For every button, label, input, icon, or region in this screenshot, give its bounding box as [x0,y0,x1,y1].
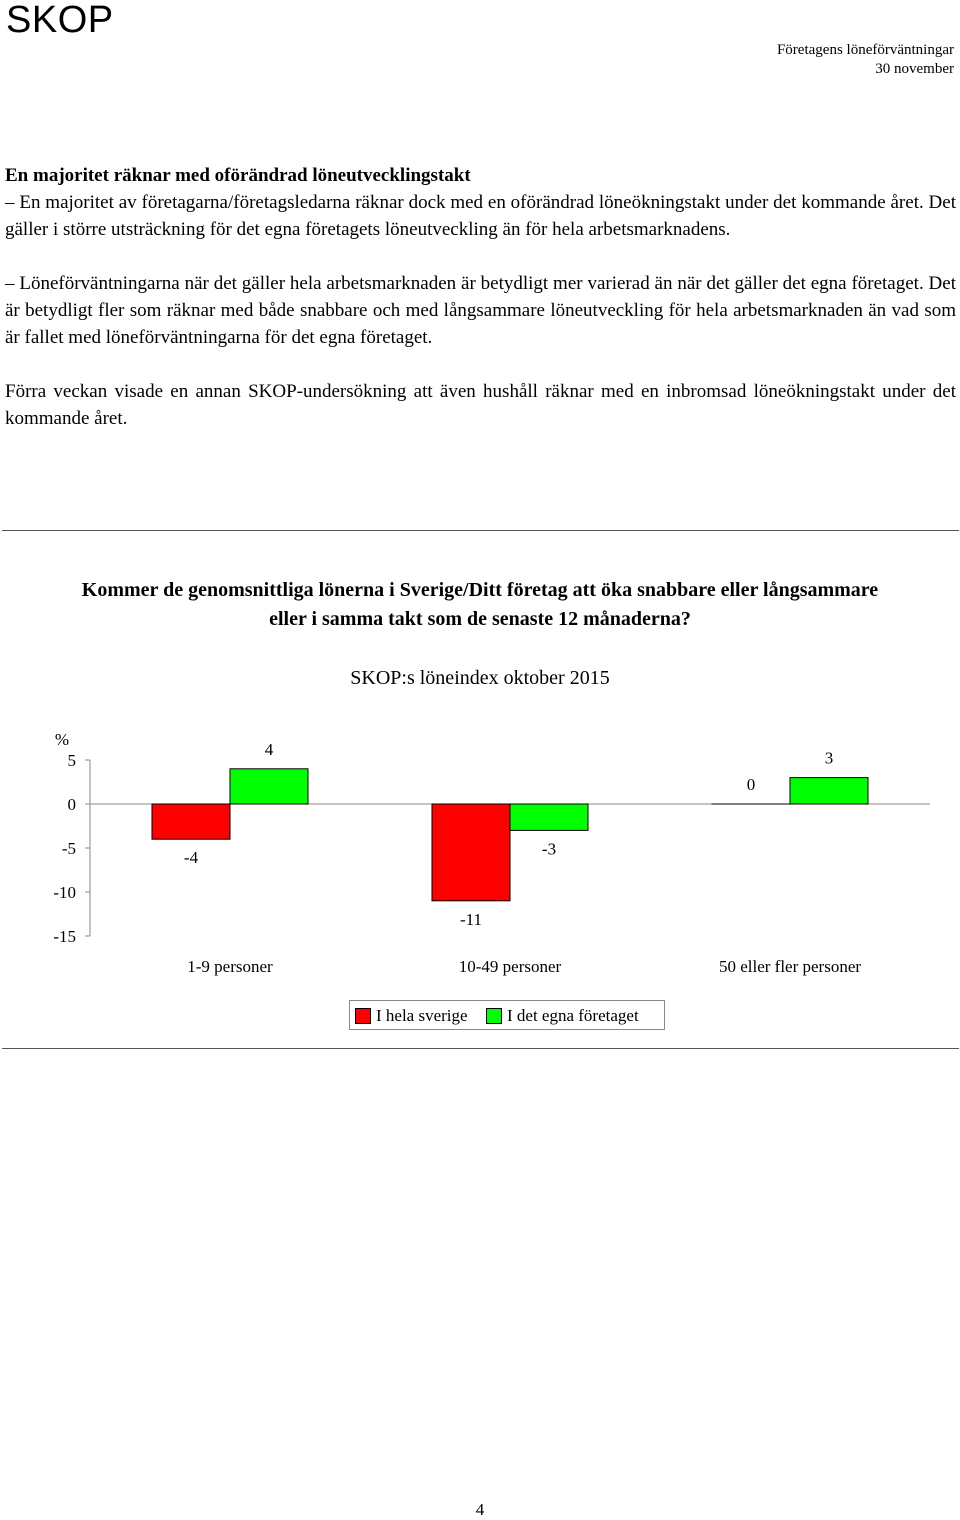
data-label: -4 [183,848,199,868]
y-tick-label: -10 [53,883,76,902]
chart-legend [349,1000,665,1030]
y-tick-label: -5 [61,839,76,858]
header-info [777,41,954,79]
category-label: 10-49 personer [458,957,562,976]
y-axis-label: % [54,730,70,749]
data-label: 4 [264,739,274,759]
legend-label-sverige: I hela sverige [376,1006,468,1025]
bar-foretaget [790,778,868,804]
bar-foretaget [230,769,308,804]
chart-title: Kommer de genomsnittliga lönerna i Sverige/Ditt företag att öka snabbare eller långsammare eller i samma takt som de senaste 12 månaderna? [81,579,879,630]
data-label: 0 [746,775,756,794]
y-tick-label: -15 [53,927,76,946]
chart-subtitle: SKOP:s löneindex oktober 2015 [350,667,610,689]
bar-foretaget [510,804,588,830]
data-label: -11 [459,909,483,929]
bar-sverige [432,804,510,901]
header-date: 30 november [875,61,954,77]
divider-top [2,530,959,531]
skop-logo: SKOP [6,0,114,41]
article-text [5,162,956,432]
paragraph-1: – En majoritet av företagarna/företagsledarna räknar dock med en oförändrad löneökningstakt under det kommande året. Det gäller i större utsträckning för det egna företagets löneutveckling än för hela arbetsmarknadens. [5,192,956,240]
category-label: 50 eller fler personer [718,957,862,976]
legend-item-foretaget [486,1006,639,1026]
legend-swatch-green [486,1008,502,1024]
data-label: -3 [541,839,557,859]
legend-label-foretaget: I det egna företaget [507,1006,639,1025]
legend-swatch-red [355,1008,371,1024]
legend-item-sverige [355,1006,468,1026]
y-tick-label: 0 [67,795,76,814]
paragraph-3: Förra veckan visade en annan SKOP-undersökning att även hushåll räknar med en inbromsad löneökningstakt under det kommande året. [5,381,956,429]
bar-sverige [152,804,230,839]
category-label: 1-9 personer [187,957,273,976]
paragraph-2: – Löneförväntningarna när det gäller hela arbetsmarknaden är betydligt mer varierad än när det gäller det egna företaget. Det är betydligt fler som räknar med både snabbare och med långsammare löneutveckling för hela arbetsmarknaden än vad som är fallet med löneförväntningarna för det egna företaget. [5,273,956,348]
header-title: Företagens löneförväntningar [776,42,954,58]
bar-chart [0,720,960,990]
y-tick-label: 5 [67,751,76,770]
article-heading: En majoritet räknar med oförändrad löneutvecklingstakt [5,165,471,186]
data-label: 3 [824,748,834,768]
page-number: 4 [475,1500,485,1519]
divider-bottom [2,1048,959,1049]
